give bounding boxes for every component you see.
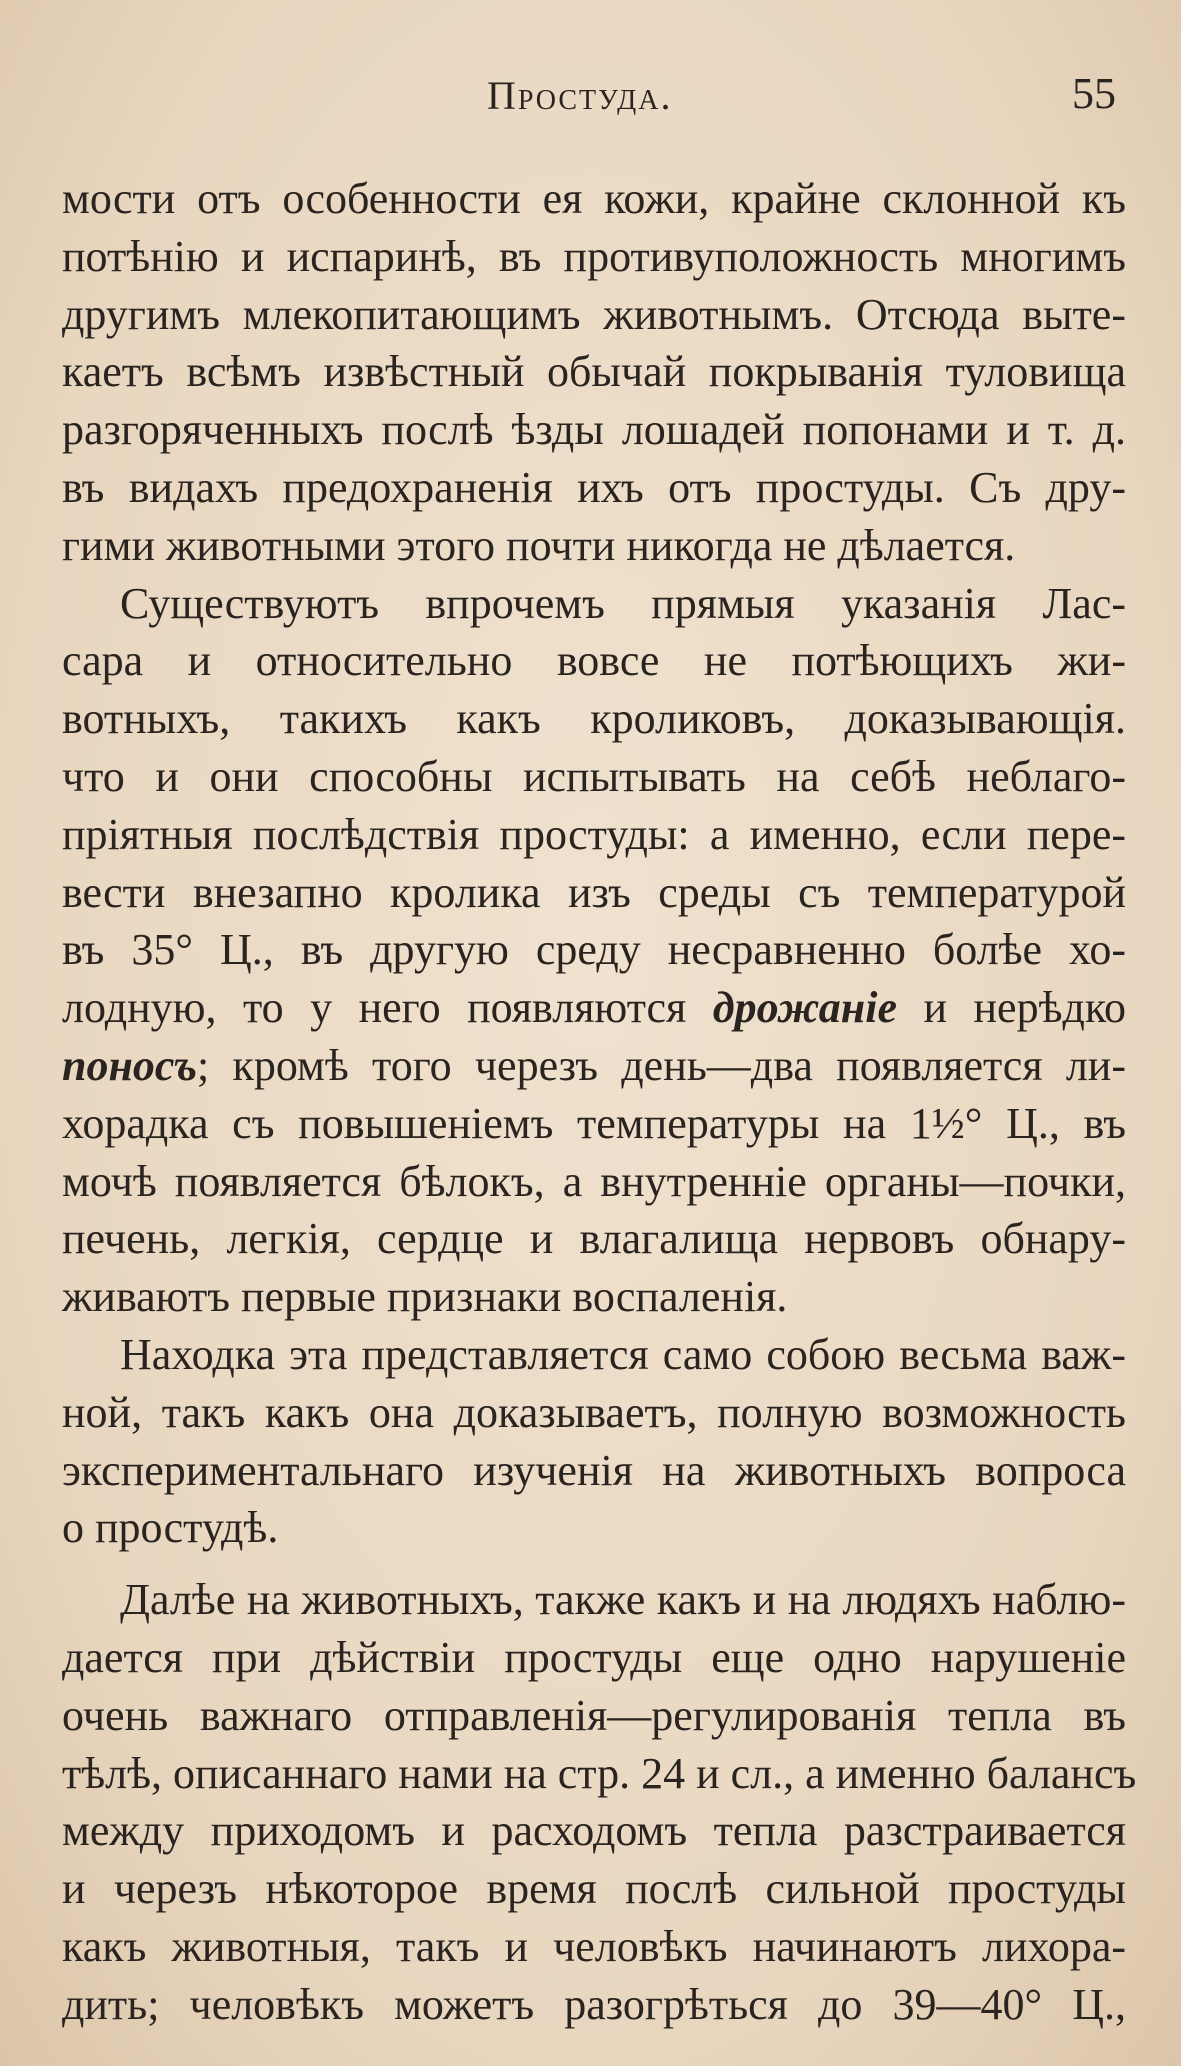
text-line: ной, такъ какъ она доказываетъ, полную возможность xyxy=(62,1387,1126,1437)
text-line: сара и относительно вовсе не потѣющихъ жи- xyxy=(62,636,1126,686)
text-run: ; кромѣ того черезъ день—два появляется ли- xyxy=(197,1040,1126,1090)
text-line: мочѣ появляется бѣлокъ, а внутренніе органы—почки, xyxy=(62,1156,1126,1206)
text-line: въ видахъ предохраненія ихъ отъ простуды. Съ дру- xyxy=(62,462,1126,512)
text-line: каетъ всѣмъ извѣстный обычай покрыванія туловища xyxy=(62,347,1126,397)
text-line: тѣлѣ, описаннаго нами на стр. 24 и сл., а именно балансъ xyxy=(62,1748,1137,1798)
text-line: живаютъ первые признаки воспаленія. xyxy=(62,1272,788,1322)
text-line: и черезъ нѣкоторое время послѣ сильной простуды xyxy=(62,1864,1126,1914)
text-run: и нерѣдко xyxy=(896,983,1126,1033)
text-line: о простудѣ. xyxy=(62,1503,279,1553)
text-line: что и они способны испытывать на себѣ неблаго- xyxy=(62,751,1126,801)
text-run: лодную, то у него появляются xyxy=(62,983,713,1033)
text-line: разгоряченныхъ послѣ ѣзды лошадей попонами и т. д. xyxy=(62,405,1126,455)
text-line: Далѣе на животныхъ, также какъ и на людяхъ наблю- xyxy=(120,1575,1126,1625)
italic-term: поносъ xyxy=(62,1040,198,1090)
text-line: экспериментальнаго изученія на животныхъ вопроса xyxy=(62,1445,1126,1495)
text-line: какъ животныя, такъ и человѣкъ начинаютъ лихора- xyxy=(62,1921,1126,1971)
running-title: Простуда. xyxy=(487,73,673,118)
text-line: другимъ млекопитающимъ животнымъ. Отсюда выте- xyxy=(62,289,1126,339)
text-line: вести внезапно кролика изъ среды съ температурой xyxy=(62,867,1126,917)
text-line: вотныхъ, такихъ какъ кроликовъ, доказывающія. xyxy=(62,694,1126,744)
text-line: въ 35° Ц., въ другую среду несравненно болѣе хо- xyxy=(62,925,1126,975)
text-line: очень важнаго отправленія—регулированія тепла въ xyxy=(62,1690,1126,1740)
page-number: 55 xyxy=(1072,69,1116,118)
text-line: гими животными этого почти никогда не дѣлается. xyxy=(62,520,1016,570)
text-line: Находка эта представляется само собою весьма важ- xyxy=(120,1329,1126,1379)
text-line: пріятныя послѣдствія простуды: а именно, если пере- xyxy=(62,809,1126,859)
text-line xyxy=(62,979,1126,1037)
text-line: потѣнію и испаринѣ, въ противуположность многимъ xyxy=(62,231,1126,281)
text-line: дить; человѣкъ можетъ разогрѣться до 39—40° Ц., xyxy=(62,1979,1126,2029)
text-line: хорадка съ повышеніемъ температуры на 1½° Ц., въ xyxy=(62,1098,1126,1148)
italic-term: дрожаніе xyxy=(712,983,897,1033)
text-line: мости отъ особенности ея кожи, крайне склонной къ xyxy=(62,174,1126,223)
text-line: Существуютъ впрочемъ прямыя указанія Лас- xyxy=(120,578,1126,628)
text-line xyxy=(62,1037,1126,1095)
running-head xyxy=(0,69,1181,132)
text-line: между приходомъ и расходомъ тепла разстраивается xyxy=(62,1806,1126,1856)
text-line: печень, легкія, сердце и влагалища нервовъ обнару- xyxy=(62,1214,1126,1264)
body-text xyxy=(62,170,1137,2034)
text-line: дается при дѣйствіи простуды еще одно нарушеніе xyxy=(62,1632,1126,1682)
